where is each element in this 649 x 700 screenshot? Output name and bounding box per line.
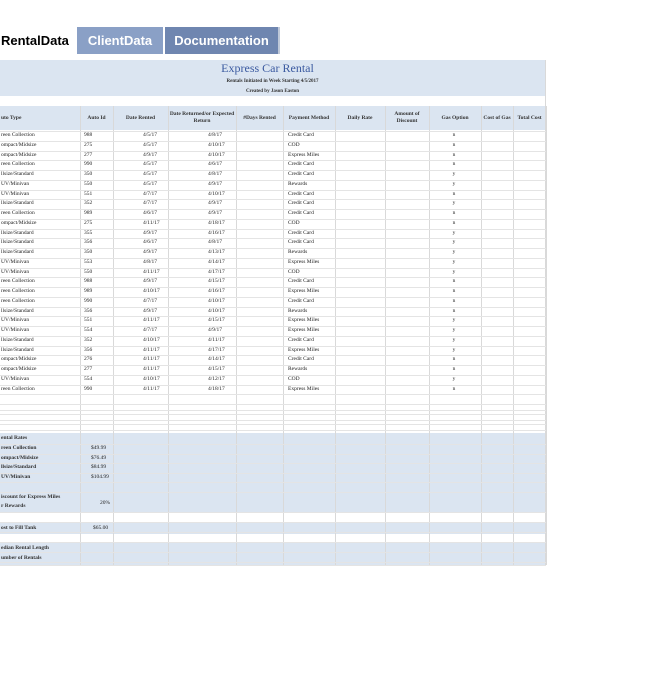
table-cell[interactable]: reen Collection	[1, 278, 35, 285]
table-cell[interactable]: UV/Minivan	[1, 190, 30, 197]
table-cell[interactable]: ompact/Midsize	[1, 366, 37, 372]
table-cell[interactable]: 4/11/17	[143, 219, 160, 226]
grid-hline	[0, 346, 546, 347]
table-cell[interactable]: 4/9/17	[208, 327, 223, 333]
table-cell[interactable]: Express Miles	[288, 317, 320, 324]
table-cell[interactable]: 4/10/17	[208, 190, 225, 197]
table-cell[interactable]: 4/10/17	[208, 141, 225, 148]
table-row[interactable]	[0, 151, 545, 160]
table-cell[interactable]: ompact/Midsize	[1, 151, 37, 158]
table-cell[interactable]: 4/5/17	[143, 161, 158, 168]
table-row[interactable]	[0, 229, 545, 238]
grid-hline	[0, 151, 546, 152]
table-row[interactable]	[0, 346, 545, 355]
grid-hline	[0, 424, 546, 425]
grid-hline	[0, 199, 546, 200]
table-row[interactable]	[0, 268, 545, 277]
col-daily-rate-header[interactable]: Daily Rate	[347, 114, 373, 121]
grid-hline	[0, 287, 546, 288]
table-cell[interactable]: 350	[84, 171, 93, 177]
table-cell[interactable]: 4/14/17	[208, 258, 225, 265]
table-cell[interactable]: llsize/Standard	[1, 229, 34, 236]
table-cell[interactable]: 4/6/17	[143, 210, 158, 216]
grid-hline	[0, 229, 546, 230]
table-cell[interactable]: 4/18/17	[208, 385, 225, 392]
table-row[interactable]	[0, 180, 545, 189]
table-row[interactable]	[0, 326, 545, 335]
table-cell[interactable]: y	[452, 171, 456, 177]
table-cell[interactable]: n	[452, 151, 456, 158]
grid-hline	[0, 430, 546, 431]
table-cell[interactable]: Credit Card	[288, 190, 314, 197]
grid-hline	[0, 180, 546, 181]
grid-hline	[0, 562, 546, 563]
tab-clientdata[interactable]: ClientData	[77, 27, 163, 54]
table-cell[interactable]: y	[452, 180, 456, 187]
table-cell[interactable]: n	[452, 288, 456, 294]
table-cell[interactable]: 553	[84, 258, 93, 265]
grid-hline	[0, 131, 546, 132]
table-cell[interactable]: 4/5/17	[143, 171, 158, 177]
table-row[interactable]	[0, 307, 545, 316]
rate-value[interactable]: $84.99	[91, 464, 107, 470]
table-row[interactable]	[0, 248, 545, 257]
table-row[interactable]	[0, 131, 545, 140]
table-cell[interactable]: 4/8/17	[208, 171, 223, 177]
table-cell[interactable]: COD	[288, 268, 300, 275]
table-cell[interactable]: 551	[84, 317, 93, 324]
table-cell[interactable]: UV/Minivan	[1, 258, 30, 265]
number-rentals-label[interactable]: umber of Rentals	[1, 555, 42, 561]
table-cell[interactable]: 554	[84, 327, 93, 333]
grid-hline	[0, 160, 546, 161]
col-cost-of-gas-header[interactable]: Cost of Gas	[483, 114, 511, 121]
table-cell[interactable]: llsize/Standard	[1, 336, 34, 343]
table-cell[interactable]: 4/7/17	[143, 190, 158, 197]
table-cell[interactable]: ompact/Midsize	[1, 219, 37, 226]
table-cell[interactable]: Express Miles	[288, 258, 320, 265]
table-cell[interactable]: reen Collection	[1, 297, 35, 304]
table-row[interactable]	[0, 385, 545, 394]
table-row[interactable]	[0, 336, 545, 345]
table-cell[interactable]: 989	[84, 288, 93, 294]
table-cell[interactable]: 352	[84, 336, 93, 343]
table-cell[interactable]: COD	[288, 375, 300, 382]
grid-hline	[0, 316, 546, 317]
table-cell[interactable]: 4/5/17	[143, 180, 158, 187]
table-cell[interactable]: n	[452, 132, 456, 138]
table-cell[interactable]: 355	[84, 229, 93, 236]
table-cell[interactable]: 4/11/17	[143, 356, 160, 363]
table-cell[interactable]: n	[452, 385, 456, 392]
table-cell[interactable]: COD	[288, 219, 300, 226]
tab-documentation[interactable]: Documentation	[165, 27, 280, 54]
table-cell[interactable]: 4/11/17	[143, 385, 160, 392]
grid-hline	[0, 170, 546, 171]
table-cell[interactable]: 4/11/17	[208, 336, 225, 343]
grid-hline	[0, 410, 546, 411]
grid-hline	[0, 209, 546, 210]
table-cell[interactable]: 4/9/17	[208, 180, 223, 187]
table-cell[interactable]: 4/9/17	[143, 278, 158, 285]
table-row[interactable]	[0, 199, 545, 208]
grid-hline	[0, 522, 546, 523]
table-cell[interactable]: 4/7/17	[143, 327, 158, 333]
table-cell[interactable]: y	[452, 229, 456, 236]
table-cell[interactable]: reen Collection	[1, 288, 35, 294]
grid-hline	[0, 512, 546, 513]
rate-label[interactable]: ompact/Midsize	[1, 454, 39, 461]
col-payment-method-header[interactable]: Payment Method	[288, 114, 330, 121]
grid-hline	[0, 141, 546, 142]
table-row[interactable]	[0, 141, 545, 150]
table-cell[interactable]: 356	[84, 346, 93, 353]
table-cell[interactable]: y	[452, 268, 456, 275]
discount-label-2[interactable]: r Rewards	[1, 503, 26, 509]
table-row[interactable]	[0, 258, 545, 267]
table-cell[interactable]: 4/7/17	[143, 200, 158, 207]
table-cell[interactable]: Credit Card	[288, 297, 314, 304]
table-cell[interactable]: 4/11/17	[143, 268, 160, 275]
table-cell[interactable]: 4/10/17	[143, 375, 160, 382]
grid-hline	[0, 336, 546, 337]
table-row[interactable]	[0, 375, 545, 384]
table-row[interactable]	[0, 219, 545, 228]
table-cell[interactable]: Credit Card	[288, 132, 314, 138]
rate-value[interactable]: $76.49	[91, 454, 107, 461]
rate-label[interactable]: llsize/Standard	[1, 464, 37, 470]
table-cell[interactable]: Credit Card	[288, 171, 314, 177]
table-cell[interactable]: 4/10/17	[208, 297, 225, 304]
table-row[interactable]	[0, 277, 545, 286]
table-cell[interactable]: 4/17/17	[208, 346, 225, 353]
grid-hline	[0, 326, 546, 327]
grid-vline	[546, 106, 547, 565]
table-cell[interactable]: 4/15/17	[208, 317, 225, 324]
table-cell[interactable]: 990	[84, 297, 93, 304]
table-cell[interactable]: llsize/Standard	[1, 249, 34, 255]
grid-hline	[0, 238, 546, 239]
table-cell[interactable]: 277	[84, 151, 93, 158]
table-cell[interactable]: y	[452, 375, 456, 382]
table-row[interactable]	[0, 316, 545, 325]
table-cell[interactable]: y	[452, 249, 456, 255]
table-cell[interactable]: ompact/Midsize	[1, 356, 37, 363]
table-cell[interactable]: 4/18/17	[208, 219, 225, 226]
col-days-rented-header[interactable]: #Days Rented	[243, 114, 276, 121]
table-cell[interactable]: 4/9/17	[208, 200, 223, 207]
table-row[interactable]	[0, 170, 545, 179]
shaded-block	[0, 490, 545, 513]
grid-edge	[545, 60, 546, 565]
table-cell[interactable]: 554	[84, 375, 93, 382]
table-cell[interactable]: y	[452, 239, 456, 246]
fill-tank-label[interactable]: ost to Fill Tank	[1, 525, 37, 531]
table-cell[interactable]: 4/13/17	[208, 249, 225, 255]
table-cell[interactable]: y	[452, 336, 456, 343]
table-cell[interactable]: 4/15/17	[208, 278, 225, 285]
table-cell[interactable]: n	[452, 356, 456, 363]
sheet-subtitle-author: Created by Jason Easton	[0, 87, 545, 96]
table-cell[interactable]: Credit Card	[288, 278, 314, 285]
table-cell[interactable]: 4/16/17	[208, 288, 225, 294]
grid-hline	[0, 404, 546, 405]
table-cell[interactable]: 4/8/17	[143, 258, 158, 265]
sheet-subtitle-week: Rentals Initiated in Week Starting 4/5/2017	[0, 77, 545, 87]
table-cell[interactable]: 4/6/17	[208, 161, 223, 168]
table-cell[interactable]: UV/Minivan	[1, 268, 30, 275]
table-cell[interactable]: 4/8/17	[208, 132, 223, 138]
table-cell[interactable]: reen Collection	[1, 385, 35, 392]
grid-hline	[0, 473, 546, 474]
grid-hline	[0, 355, 546, 356]
table-cell[interactable]: n	[452, 366, 456, 372]
table-cell[interactable]: 4/9/17	[143, 307, 158, 314]
col-auto-type-header[interactable]: uto Type	[1, 114, 22, 121]
col-auto-id-header[interactable]: Auto Id	[87, 114, 106, 121]
grid-hline	[0, 394, 546, 395]
grid-hline	[0, 552, 546, 553]
table-cell[interactable]: n	[452, 141, 456, 148]
table-cell[interactable]: Credit Card	[288, 161, 314, 168]
grid-hline	[0, 482, 546, 483]
table-cell[interactable]: Express Miles	[288, 151, 320, 158]
tab-rentaldata[interactable]: RentalData	[0, 27, 76, 54]
table-cell[interactable]: Express Miles	[288, 327, 320, 333]
grid-hline	[0, 268, 546, 269]
table-cell[interactable]: COD	[288, 141, 300, 148]
table-cell[interactable]: 4/10/17	[208, 151, 225, 158]
table-cell[interactable]: llsize/Standard	[1, 307, 34, 314]
table-cell[interactable]: 352	[84, 200, 93, 207]
table-cell[interactable]: llsize/Standard	[1, 346, 34, 353]
table-cell[interactable]: 4/7/17	[143, 297, 158, 304]
table-cell[interactable]: 276	[84, 356, 93, 363]
table-cell[interactable]: reen Collection	[1, 161, 35, 168]
table-row[interactable]	[0, 209, 545, 218]
col-total-cost-header[interactable]: Total Cost	[517, 114, 542, 121]
table-cell[interactable]: 4/11/17	[143, 346, 160, 353]
discount-label[interactable]: iscount for Express Miles	[1, 494, 61, 500]
table-cell[interactable]: 4/11/17	[143, 366, 160, 372]
table-cell[interactable]: UV/Minivan	[1, 327, 30, 333]
table-cell[interactable]: 4/5/17	[143, 132, 158, 138]
table-cell[interactable]: 356	[84, 239, 93, 246]
table-cell[interactable]: 988	[84, 132, 93, 138]
table-cell[interactable]: 4/9/17	[143, 151, 158, 158]
grid-hline	[0, 463, 546, 464]
table-cell[interactable]: n	[452, 307, 456, 314]
grid-hline	[0, 297, 546, 298]
table-cell[interactable]: 4/10/17	[143, 336, 160, 343]
grid-hline	[0, 565, 546, 566]
table-cell[interactable]: Credit Card	[288, 210, 314, 216]
rates-title[interactable]: ental Rates	[1, 435, 28, 441]
table-row[interactable]	[0, 297, 545, 306]
table-cell[interactable]: 4/10/17	[208, 307, 225, 314]
fill-tank-value[interactable]: $65.00	[93, 525, 109, 531]
grid-hline	[0, 190, 546, 191]
table-cell[interactable]: reen Collection	[1, 132, 35, 138]
table-cell[interactable]: 4/5/17	[143, 141, 158, 148]
table-cell[interactable]: Rewards	[288, 180, 308, 187]
table-cell[interactable]: Express Miles	[288, 288, 320, 294]
table-cell[interactable]: llsize/Standard	[1, 200, 34, 207]
table-cell[interactable]: 4/9/17	[208, 210, 223, 216]
table-cell[interactable]: 550	[84, 268, 93, 275]
table-cell[interactable]: y	[452, 258, 456, 265]
discount-value[interactable]: 20%	[100, 500, 111, 506]
table-cell[interactable]: Express Miles	[288, 346, 320, 353]
table-cell[interactable]: UV/Minivan	[1, 375, 30, 382]
table-row[interactable]	[0, 287, 545, 296]
col-amount-discount-header[interactable]: Amount of Discount	[394, 111, 420, 124]
table-cell[interactable]: Express Miles	[288, 385, 320, 392]
table-cell[interactable]: 4/9/17	[143, 229, 158, 236]
grid-hline	[0, 542, 546, 543]
grid-hline	[0, 219, 546, 220]
table-cell[interactable]: Credit Card	[288, 336, 314, 343]
rate-value[interactable]: $49.99	[91, 445, 107, 451]
grid-hline	[0, 492, 546, 493]
sheet-tab-bar	[0, 27, 649, 55]
rate-label[interactable]: reen Collection	[1, 445, 37, 451]
table-cell[interactable]: 4/10/17	[143, 288, 160, 294]
table-cell[interactable]: Rewards	[288, 249, 308, 255]
table-cell[interactable]: 990	[84, 385, 93, 392]
table-cell[interactable]: 989	[84, 210, 93, 216]
table-cell[interactable]: 356	[84, 307, 93, 314]
grid-hline	[0, 454, 546, 455]
table-cell[interactable]: Credit Card	[288, 200, 314, 207]
table-cell[interactable]: 4/17/17	[208, 268, 225, 275]
table-cell[interactable]: 4/11/17	[143, 317, 160, 324]
table-cell[interactable]: llsize/Standard	[1, 239, 34, 246]
col-gas-option-header[interactable]: Gas Option	[441, 114, 469, 121]
table-cell[interactable]: UV/Minivan	[1, 317, 30, 324]
table-cell[interactable]: ompact/Midsize	[1, 141, 37, 148]
table-cell[interactable]: 988	[84, 278, 93, 285]
grid-hline	[0, 532, 546, 533]
table-cell[interactable]: 4/14/17	[208, 356, 225, 363]
table-cell[interactable]: 4/12/17	[208, 375, 225, 382]
grid-hline	[0, 444, 546, 445]
table-cell[interactable]: llsize/Standard	[1, 171, 34, 177]
table-cell[interactable]: reen Collection	[1, 210, 35, 216]
median-rental-label[interactable]: edian Rental Length	[1, 545, 49, 551]
table-cell[interactable]: 350	[84, 249, 93, 255]
table-cell[interactable]: 4/15/17	[208, 366, 225, 372]
table-cell[interactable]: y	[452, 317, 456, 324]
rate-value[interactable]: $104.99	[91, 473, 109, 480]
grid-hline	[0, 258, 546, 259]
table-cell[interactable]: 4/8/17	[208, 239, 223, 246]
table-cell[interactable]: y	[452, 200, 456, 207]
rate-label[interactable]: UV/Minivan	[1, 473, 31, 480]
table-cell[interactable]: 990	[84, 161, 93, 168]
table-cell[interactable]: n	[452, 210, 456, 216]
sheet-title: Express Car Rental	[0, 60, 545, 77]
table-cell[interactable]: Credit Card	[288, 229, 314, 236]
col-date-returned-header[interactable]: Date Returned/or Expected Return	[169, 111, 235, 124]
table-row[interactable]	[0, 238, 545, 247]
table-cell[interactable]: 550	[84, 180, 93, 187]
table-cell[interactable]: Credit Card	[288, 239, 314, 246]
table-cell[interactable]: 4/16/17	[208, 229, 225, 236]
table-cell[interactable]: n	[452, 161, 456, 168]
col-date-rented-header[interactable]: Date Rented	[125, 114, 156, 121]
table-cell[interactable]: 275	[84, 141, 93, 148]
grid-hline	[0, 248, 546, 249]
table-cell[interactable]: n	[452, 297, 456, 304]
table-cell[interactable]: Credit Card	[288, 356, 314, 363]
table-row[interactable]	[0, 365, 545, 374]
table-row[interactable]	[0, 355, 545, 364]
table-cell[interactable]: n	[452, 278, 456, 285]
grid-hline	[0, 420, 546, 421]
table-cell[interactable]: y	[452, 327, 456, 333]
table-row[interactable]	[0, 190, 545, 199]
grid-hline	[0, 307, 546, 308]
grid-hline	[0, 414, 546, 415]
grid-hline	[0, 365, 546, 366]
table-cell[interactable]: y	[452, 346, 456, 353]
table-cell[interactable]: n	[452, 190, 456, 197]
table-cell[interactable]: Rewards	[288, 366, 308, 372]
grid-hline	[0, 277, 546, 278]
table-row[interactable]	[0, 160, 545, 169]
table-cell[interactable]: 4/9/17	[143, 249, 158, 255]
table-cell[interactable]: UV/Minivan	[1, 180, 30, 187]
grid-hline	[0, 385, 546, 386]
table-cell[interactable]: n	[452, 219, 456, 226]
table-cell[interactable]: 551	[84, 190, 93, 197]
table-cell[interactable]: 275	[84, 219, 93, 226]
grid-hline	[0, 375, 546, 376]
table-cell[interactable]: 4/6/17	[143, 239, 158, 246]
table-cell[interactable]: Rewards	[288, 307, 308, 314]
table-cell[interactable]: 277	[84, 366, 93, 372]
